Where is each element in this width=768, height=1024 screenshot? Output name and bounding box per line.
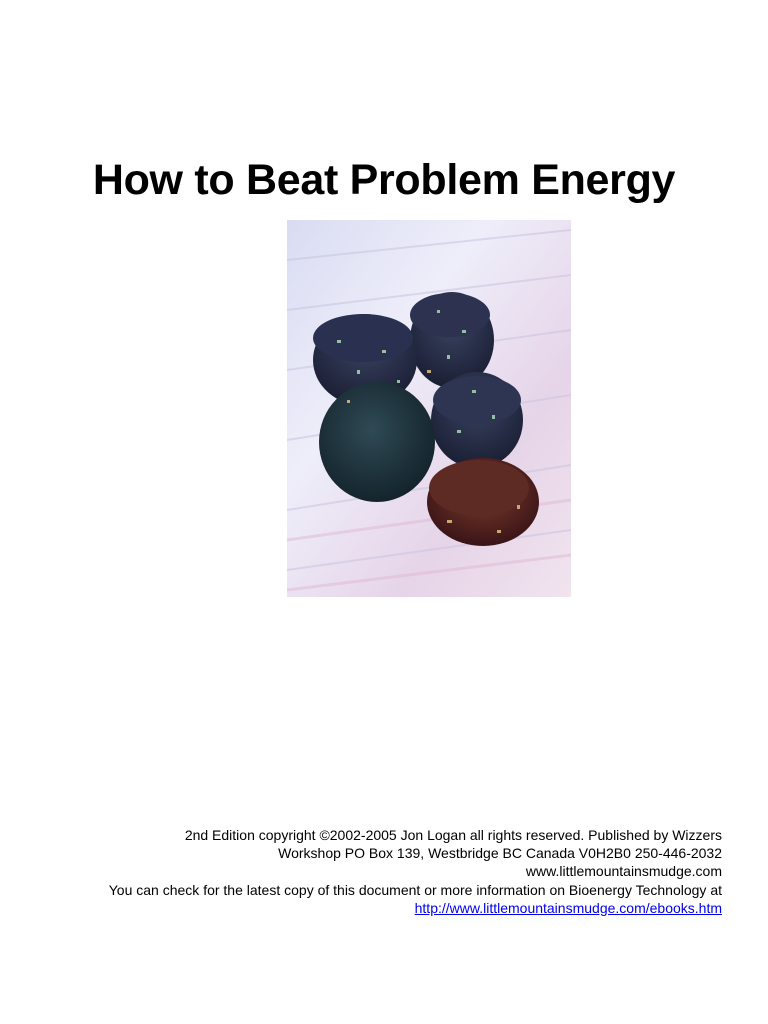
document-title: How to Beat Problem Energy <box>92 156 676 204</box>
copyright-footer <box>22 826 722 917</box>
cover-photo <box>287 220 571 597</box>
ebooks-link[interactable]: http://www.littlemountainsmudge.com/ebooks.htm <box>414 899 722 916</box>
website-line: www.littlemountainsmudge.com <box>525 863 722 880</box>
info-line: You can check for the latest copy of this document or more information on Bioenergy Technology at <box>108 881 722 898</box>
publisher-address-line: Workshop PO Box 139, Westbridge BC Canada V0H2B0 250-446-2032 <box>278 845 722 862</box>
orgonite-photo-illustration <box>287 220 571 597</box>
copyright-line: 2nd Edition copyright ©2002-2005 Jon Logan all rights reserved. Published by Wizzers <box>184 827 722 843</box>
